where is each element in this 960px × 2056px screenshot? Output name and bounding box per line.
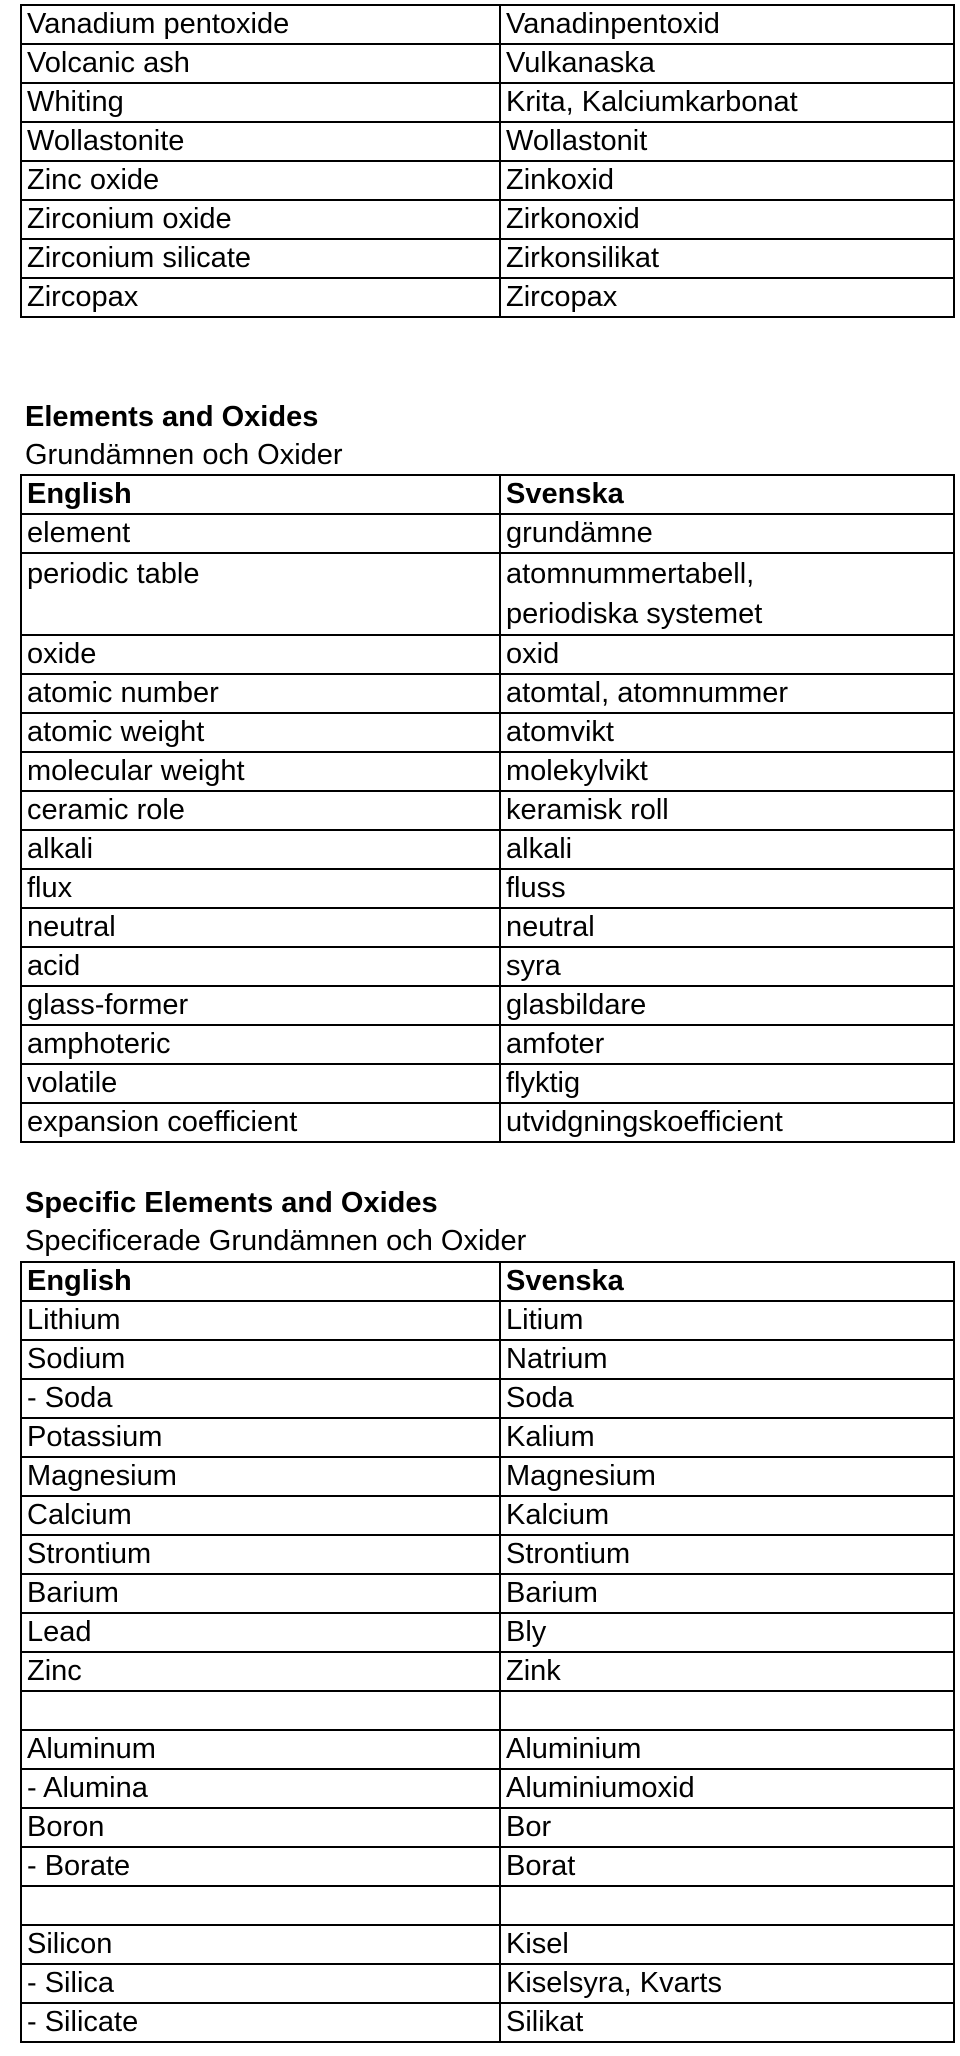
table-row (21, 986, 954, 1025)
english-cell: Zircopax (21, 278, 500, 317)
swedish-cell: Bor (500, 1808, 954, 1847)
swedish-cell: Zirkonsilikat (500, 239, 954, 278)
table-row (21, 2003, 954, 2042)
table-row (21, 1301, 954, 1340)
elements-section-title: Elements and Oxides (25, 401, 319, 433)
specific-glossary-table (20, 1261, 955, 2043)
table-row-empty (21, 1691, 954, 1730)
swedish-cell: Wollastonit (500, 122, 954, 161)
column-header-english: English (21, 475, 500, 514)
table-row (21, 1379, 954, 1418)
english-cell: - Silica (21, 1964, 500, 2003)
table-row (21, 1340, 954, 1379)
table-row (21, 1652, 954, 1691)
swedish-cell: Litium (500, 1301, 954, 1340)
table-row (21, 713, 954, 752)
table-row (21, 1496, 954, 1535)
swedish-cell: atomvikt (500, 713, 954, 752)
swedish-cell: alkali (500, 830, 954, 869)
table-row (21, 1808, 954, 1847)
table-row (21, 44, 954, 83)
table-row (21, 1418, 954, 1457)
swedish-cell: Strontium (500, 1535, 954, 1574)
table-row (21, 1535, 954, 1574)
swedish-cell: flyktig (500, 1064, 954, 1103)
swedish-cell (500, 1886, 954, 1925)
swedish-cell: fluss (500, 869, 954, 908)
table-row (21, 1613, 954, 1652)
table-row-empty (21, 1886, 954, 1925)
table-row (21, 1730, 954, 1769)
english-cell: atomic weight (21, 713, 500, 752)
english-cell: expansion coefficient (21, 1103, 500, 1142)
table-header-row (21, 1262, 954, 1301)
english-cell: - Alumina (21, 1769, 500, 1808)
column-header-svenska: Svenska (500, 475, 954, 514)
english-cell: - Borate (21, 1847, 500, 1886)
swedish-cell (500, 1691, 954, 1730)
english-cell: alkali (21, 830, 500, 869)
swedish-cell: syra (500, 947, 954, 986)
table-row (21, 200, 954, 239)
swedish-cell: atomnummertabell, periodiska systemet (500, 553, 954, 635)
swedish-cell: Kiselsyra, Kvarts (500, 1964, 954, 2003)
english-cell: Zinc oxide (21, 161, 500, 200)
english-cell: Potassium (21, 1418, 500, 1457)
swedish-cell: keramisk roll (500, 791, 954, 830)
table-row (21, 553, 954, 635)
english-cell: - Soda (21, 1379, 500, 1418)
english-cell: molecular weight (21, 752, 500, 791)
swedish-cell: Soda (500, 1379, 954, 1418)
swedish-cell: Zink (500, 1652, 954, 1691)
swedish-cell: neutral (500, 908, 954, 947)
specific-section-title: Specific Elements and Oxides (25, 1187, 438, 1219)
swedish-cell: glasbildare (500, 986, 954, 1025)
table-header-row (21, 475, 954, 514)
swedish-cell: Silikat (500, 2003, 954, 2042)
swedish-cell: Magnesium (500, 1457, 954, 1496)
elements-section-subtitle: Grundämnen och Oxider (25, 439, 343, 471)
english-cell: Lithium (21, 1301, 500, 1340)
table-row (21, 278, 954, 317)
english-cell: Zirconium oxide (21, 200, 500, 239)
table-row (21, 1574, 954, 1613)
english-cell: Silicon (21, 1925, 500, 1964)
swedish-cell: grundämne (500, 514, 954, 553)
swedish-cell: Kalcium (500, 1496, 954, 1535)
table-row (21, 83, 954, 122)
swedish-cell: utvidgningskoefficient (500, 1103, 954, 1142)
english-cell: Volcanic ash (21, 44, 500, 83)
table-row (21, 674, 954, 713)
english-cell: Barium (21, 1574, 500, 1613)
english-cell: element (21, 514, 500, 553)
swedish-cell: Zirkonoxid (500, 200, 954, 239)
table-row (21, 239, 954, 278)
english-cell: Aluminum (21, 1730, 500, 1769)
swedish-cell: oxid (500, 635, 954, 674)
table-row (21, 947, 954, 986)
swedish-cell: Krita, Kalciumkarbonat (500, 83, 954, 122)
swedish-cell: Zircopax (500, 278, 954, 317)
english-cell: Boron (21, 1808, 500, 1847)
table-row (21, 1964, 954, 2003)
table-row (21, 830, 954, 869)
swedish-cell: amfoter (500, 1025, 954, 1064)
table-row (21, 1925, 954, 1964)
elements-glossary-table (20, 474, 955, 1143)
english-cell: atomic number (21, 674, 500, 713)
swedish-cell: molekylvikt (500, 752, 954, 791)
english-cell: Strontium (21, 1535, 500, 1574)
swedish-cell: Barium (500, 1574, 954, 1613)
column-header-english: English (21, 1262, 500, 1301)
english-cell: Vanadium pentoxide (21, 5, 500, 44)
table-row (21, 1025, 954, 1064)
table-row (21, 869, 954, 908)
swedish-cell: Aluminiumoxid (500, 1769, 954, 1808)
swedish-cell: Aluminium (500, 1730, 954, 1769)
table-row (21, 122, 954, 161)
english-cell: - Silicate (21, 2003, 500, 2042)
table-row (21, 1847, 954, 1886)
specific-section-subtitle: Specificerade Grundämnen och Oxider (25, 1225, 527, 1257)
table-row (21, 635, 954, 674)
english-cell: ceramic role (21, 791, 500, 830)
english-cell (21, 1691, 500, 1730)
english-cell: Sodium (21, 1340, 500, 1379)
swedish-cell: Bly (500, 1613, 954, 1652)
english-cell: Calcium (21, 1496, 500, 1535)
swedish-cell: Vulkanaska (500, 44, 954, 83)
table-row (21, 1064, 954, 1103)
swedish-cell: Kalium (500, 1418, 954, 1457)
english-cell: flux (21, 869, 500, 908)
english-cell: oxide (21, 635, 500, 674)
english-cell: amphoteric (21, 1025, 500, 1064)
english-cell: glass-former (21, 986, 500, 1025)
swedish-cell: Zinkoxid (500, 161, 954, 200)
english-cell: neutral (21, 908, 500, 947)
table-row (21, 5, 954, 44)
table-row (21, 161, 954, 200)
english-cell: Zirconium silicate (21, 239, 500, 278)
english-cell: Magnesium (21, 1457, 500, 1496)
english-cell: volatile (21, 1064, 500, 1103)
english-cell: Lead (21, 1613, 500, 1652)
table-row (21, 514, 954, 553)
swedish-cell: Vanadinpentoxid (500, 5, 954, 44)
english-cell (21, 1886, 500, 1925)
table-row (21, 908, 954, 947)
swedish-cell: Natrium (500, 1340, 954, 1379)
english-cell: Zinc (21, 1652, 500, 1691)
table-row (21, 1457, 954, 1496)
table-row (21, 752, 954, 791)
english-cell: Whiting (21, 83, 500, 122)
swedish-cell: Kisel (500, 1925, 954, 1964)
column-header-svenska: Svenska (500, 1262, 954, 1301)
table-row (21, 791, 954, 830)
english-cell: acid (21, 947, 500, 986)
top-glossary-table (20, 4, 955, 318)
table-row (21, 1769, 954, 1808)
english-cell: periodic table (21, 553, 500, 635)
english-cell: Wollastonite (21, 122, 500, 161)
swedish-cell: atomtal, atomnummer (500, 674, 954, 713)
table-row (21, 1103, 954, 1142)
swedish-cell: Borat (500, 1847, 954, 1886)
